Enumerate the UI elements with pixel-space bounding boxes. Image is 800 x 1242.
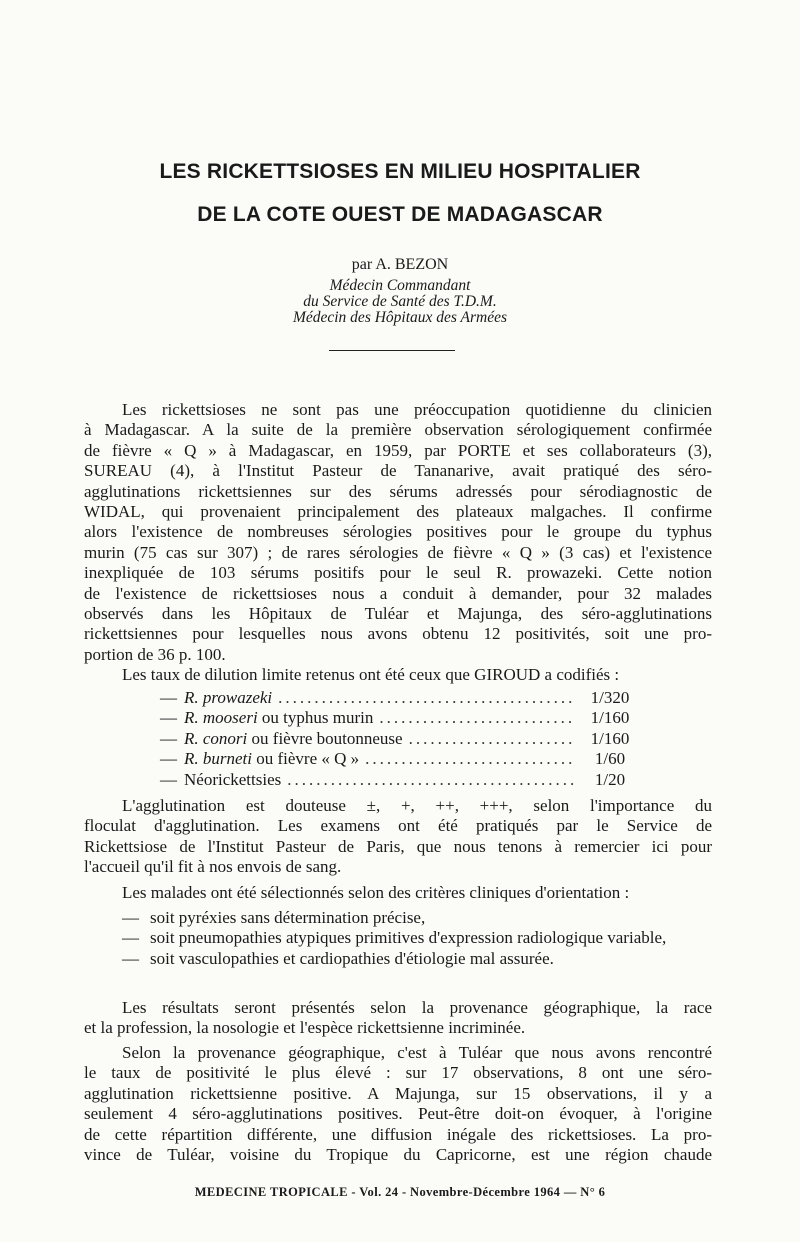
text-line: WIDAL, qui provenaient principalement des plateaux malgaches. Il confirme: [84, 502, 712, 522]
text-line: vince de Tuléar, voisine du Tropique du Capricorne, est une région chaude: [84, 1145, 712, 1165]
paragraph-dilution-intro: [84, 665, 712, 685]
dilution-row: [160, 729, 640, 749]
row-dash: —: [160, 708, 177, 728]
row-dash: —: [160, 749, 177, 769]
text-line: agglutinations rickettsiennes sur des sérums adressés pour sérodiagnostic de: [84, 481, 712, 501]
text-line: observés dans les Hôpitaux de Tuléar et Majunga, des séro-agglutinations: [84, 604, 712, 624]
genus: R.: [184, 708, 199, 728]
dilution-ratio: 1/60: [594, 749, 626, 769]
dot-leader: [365, 749, 574, 769]
paragraph-agglutination: [84, 796, 712, 878]
criteria-list: [122, 908, 712, 969]
affiliation-line-3: Médecin des Hôpitaux des Armées: [292, 309, 508, 326]
affiliation-line-1: Médecin Commandant: [329, 277, 471, 294]
species: prowazeki: [202, 688, 273, 707]
text-line: seulement 4 séro-agglutinations positives. Peut-être doit-on évoquer, à l'origine: [84, 1104, 712, 1124]
text-line: L'agglutination est douteuse ±, +, ++, +++, selon l'importance du: [122, 796, 712, 815]
text-line: Les taux de dilution limite retenus ont été ceux que GIROUD a codifiés :: [122, 665, 620, 684]
text-line: l'accueil qu'il fit à nos envois de sang.: [84, 857, 342, 877]
genus: R.: [184, 728, 199, 748]
dilution-ratio: 1/160: [590, 728, 630, 748]
species: conori: [202, 728, 248, 748]
text-line: le taux de positivité le plus élevé : sur 17 observations, 8 ont une séro-: [84, 1063, 712, 1083]
text-line: Les malades ont été sélectionnés selon des critères cliniques d'orientation :: [122, 883, 630, 902]
species: mooseri: [202, 708, 258, 728]
text-line: alors l'existence de nombreuses sérologies positives pour le groupe du typhus: [84, 522, 712, 542]
paragraph-selection-criteria: [84, 883, 712, 903]
dilution-ratio: 1/320: [590, 688, 630, 707]
dilution-row: [160, 688, 640, 708]
list-item: [122, 928, 712, 948]
list-item-text: soit pneumopathies atypiques primitives d'expression radiologique variable,: [150, 928, 667, 948]
rickettsia-name: [184, 708, 373, 728]
text-line: murin (75 cas sur 307) ; de rares sérologies de fièvre « Q » (3 cas) et l'existence: [84, 542, 712, 562]
paragraph-introduction: [84, 400, 712, 665]
list-dash: —: [122, 948, 139, 968]
text-line: inexpliquée de 103 sérums positifs pour le seul R. prowazeki. Cette notion: [84, 563, 712, 583]
separator-rule: [329, 350, 455, 351]
name-rest: ou fièvre « Q »: [252, 749, 360, 769]
dilution-row: [160, 770, 640, 790]
text-line: floculat d'agglutination. Les examens ont été pratiqués par le Service de: [84, 816, 712, 836]
dilution-ratio: 1/160: [590, 708, 630, 728]
list-dash: —: [122, 908, 139, 927]
dilution-row: [160, 708, 640, 728]
genus: R.: [184, 749, 199, 769]
name-rest: Néorickettsies: [184, 769, 282, 789]
name-rest: ou typhus murin: [257, 708, 374, 728]
text-line: portion de 36 p. 100.: [84, 644, 226, 664]
paragraph-results-plan: [84, 998, 712, 1039]
article-title-line-1: LES RICKETTSIOSES EN MILIEU HOSPITALIER: [159, 160, 641, 183]
dilution-ratio: 1/20: [594, 769, 626, 789]
list-item-text: soit vasculopathies et cardiopathies d'étiologie mal assurée.: [150, 948, 554, 968]
dot-leader: [287, 770, 574, 790]
dilution-row: [160, 749, 640, 769]
name-rest: ou fièvre boutonneuse: [247, 728, 403, 748]
list-dash: —: [122, 928, 139, 948]
dilution-table: [160, 688, 640, 790]
rickettsia-name: [184, 749, 359, 769]
row-dash: —: [160, 769, 177, 789]
species: burneti: [202, 749, 252, 769]
rickettsia-name: [184, 770, 281, 790]
row-dash: —: [160, 688, 177, 707]
list-item-text: soit pyréxies sans détermination précise,: [150, 908, 426, 927]
affiliation-line-2: du Service de Santé des T.D.M.: [303, 293, 497, 310]
list-item: [122, 908, 712, 928]
text-line: Les rickettsioses ne sont pas une préoccupation quotidienne du clinicien: [122, 400, 712, 419]
text-line: à Madagascar. A la suite de la première observation sérologiquement confirmée: [84, 420, 712, 440]
text-line: Les résultats seront présentés selon la provenance géographique, la race: [122, 998, 712, 1017]
genus: R.: [184, 688, 199, 707]
journal-footer: MEDECINE TROPICALE - Vol. 24 - Novembre-Décembre 1964 — N° 6: [194, 1185, 606, 1199]
dot-leader: [379, 708, 574, 728]
list-item: [122, 949, 712, 969]
rickettsia-name: [184, 729, 403, 749]
text-line: Rickettsiose de l'Institut Pasteur de Paris, que nous tenons à remercier ici pour: [84, 836, 712, 856]
text-line: Selon la provenance géographique, c'est à Tuléar que nous avons rencontré: [122, 1043, 712, 1062]
paragraph-geographic-origin: [84, 1043, 712, 1165]
text-line: agglutination rickettsienne positive. A Majunga, sur 15 observations, il y a: [84, 1083, 712, 1103]
dot-leader: [278, 688, 574, 708]
text-line: de fièvre « Q » à Madagascar, en 1959, par PORTE et ses collaborateurs (3),: [84, 440, 712, 460]
article-title-line-2: DE LA COTE OUEST DE MADAGASCAR: [197, 203, 603, 226]
text-line: de l'existence de rickettsioses nous a conduit à demander, pour 32 malades: [84, 583, 712, 603]
row-dash: —: [160, 728, 177, 748]
dot-leader: [409, 729, 574, 749]
text-line: SUREAU (4), à l'Institut Pasteur de Tananarive, avait pratiqué des séro-: [84, 461, 712, 481]
text-line: rickettsiennes pour lesquelles nous avons obtenu 12 positivités, soit une pro-: [84, 624, 712, 644]
text-line: de cette répartition différente, une diffusion inégale des rickettsioses. La pro-: [84, 1124, 712, 1144]
byline: par A. BEZON: [351, 256, 449, 273]
text-line: et la profession, la nosologie et l'espèce rickettsienne incriminée.: [84, 1018, 526, 1038]
rickettsia-name: [184, 688, 272, 708]
